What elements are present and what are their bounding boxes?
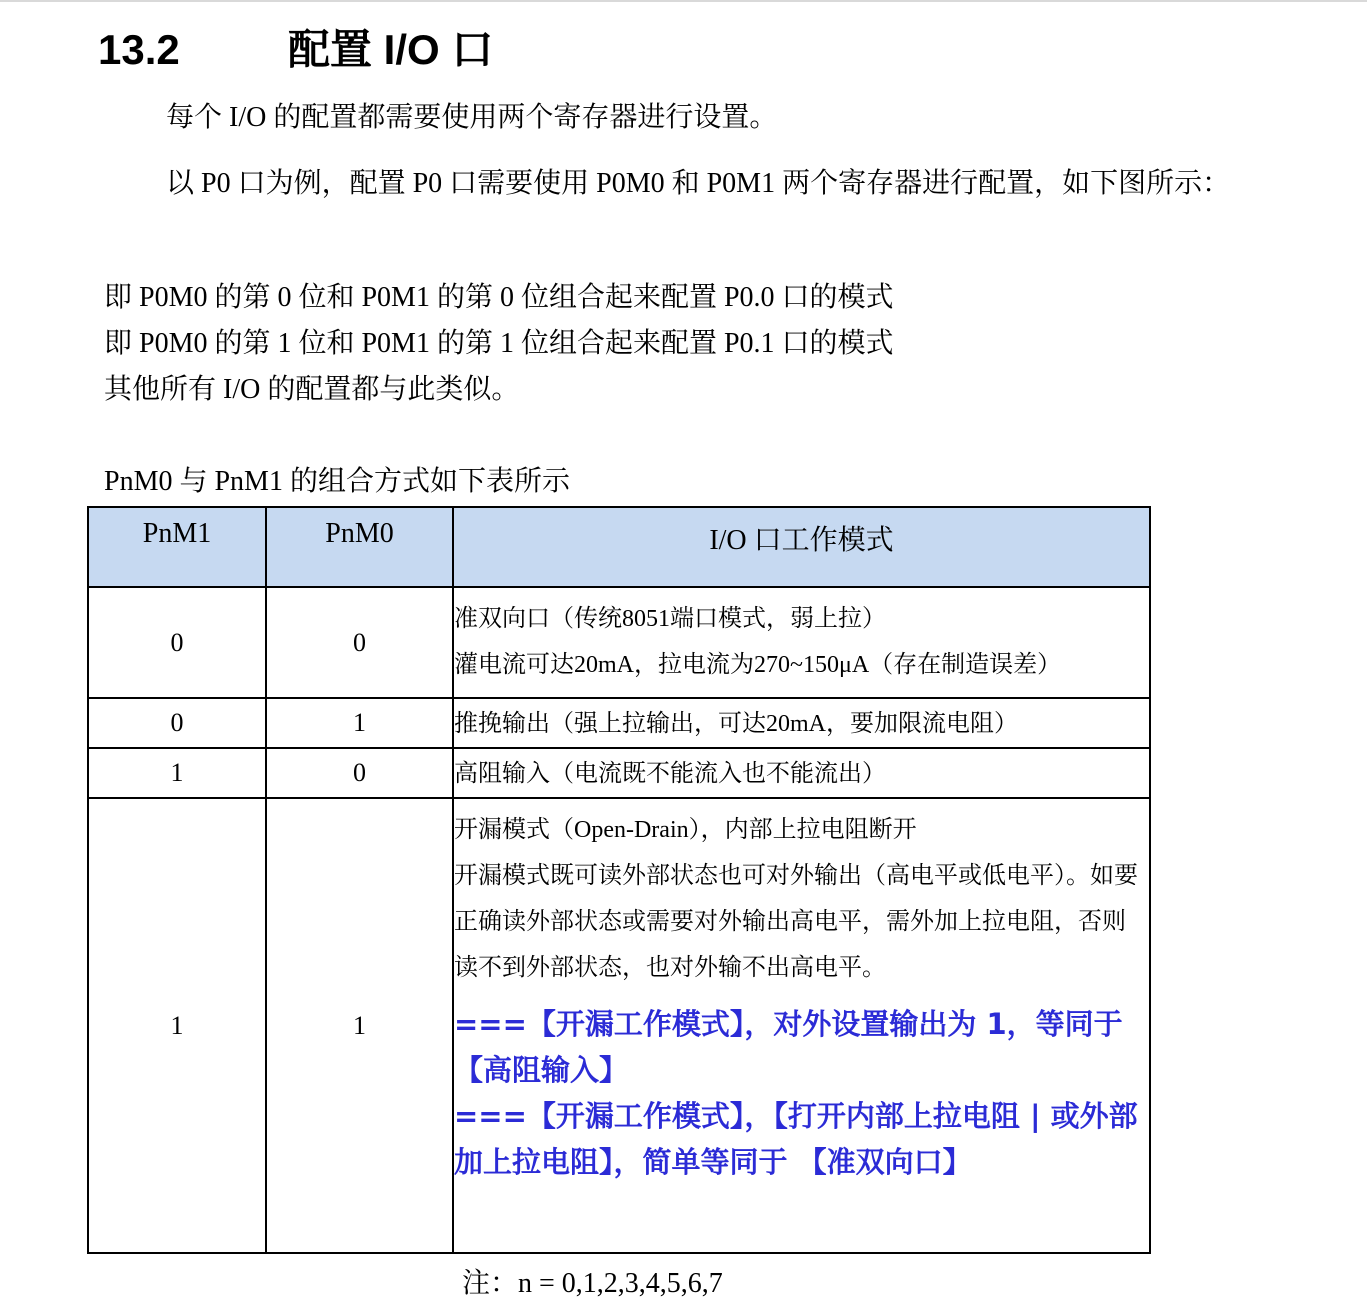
section-number: 13.2 <box>98 26 180 73</box>
cell-pnm1: 0 <box>88 587 266 698</box>
mode-line: 准双向口（传统8051端口模式，弱上拉） <box>454 606 886 632</box>
table-row <box>88 798 1150 1253</box>
mode-line: 开漏模式（Open-Drain），内部上拉电阻断开 <box>454 817 917 843</box>
intro-paragraph-2: 以 P0 口为例，配置 P0 口需要使用 P0M0 和 P0M1 两个寄存器进行配置，如下图所示： <box>166 168 1231 199</box>
open-drain-note-quasi-bidirectional: ===【开漏工作模式】，【打开内部上拉电阻 | 或外部加上拉电阻】，简单等同于 【准双向口】 <box>454 1099 1138 1179</box>
cell-mode <box>453 698 1150 748</box>
table-caption: PnM0 与 PnM1 的组合方式如下表所示 <box>104 466 570 497</box>
table-header-row <box>88 507 1150 587</box>
open-drain-description: 开漏模式既可读外部状态也可对外输出（高电平或低电平）。如要正确读外部状态或需要对外输出高电平，需外加上拉电阻，否则读不到外部状态，也对外输不出高电平。 <box>454 863 1138 981</box>
table-row <box>88 587 1150 698</box>
mode-line: 推挽输出（强上拉输出，可达20mA，要加限流电阻） <box>454 711 1018 737</box>
explain-line-3: 其他所有 I/O 的配置都与此类似。 <box>104 374 520 405</box>
table-row <box>88 748 1150 798</box>
cell-pnm0: 1 <box>266 798 453 1253</box>
mode-table <box>87 506 1151 1254</box>
cell-pnm0: 1 <box>266 698 453 748</box>
explain-line-2: 即 P0M0 的第 1 位和 P0M1 的第 1 位组合起来配置 P0.1 口的模式 <box>104 328 894 359</box>
open-drain-note-high-impedance: ===【开漏工作模式】，对外设置输出为 1，等同于 【高阻输入】 <box>454 1007 1123 1087</box>
page-top-rule <box>0 0 1367 2</box>
mode-line: 高阻输入（电流既不能流入也不能流出） <box>454 761 886 787</box>
header-pnm0: PnM0 <box>266 507 453 587</box>
table-row <box>88 698 1150 748</box>
cell-pnm1: 1 <box>88 798 266 1253</box>
footnote: 注：n = 0,1,2,3,4,5,6,7 <box>462 1268 723 1299</box>
cell-mode <box>453 748 1150 798</box>
cell-pnm1: 1 <box>88 748 266 798</box>
cell-pnm0: 0 <box>266 587 453 698</box>
cell-mode <box>453 587 1150 698</box>
intro-paragraph-1: 每个 I/O 的配置都需要使用两个寄存器进行设置。 <box>166 102 778 133</box>
mode-line: 灌电流可达20mA，拉电流为270~150μA（存在制造误差） <box>454 652 1062 678</box>
cell-mode <box>453 798 1150 1253</box>
section-title: 配置 I/O 口 <box>288 26 494 73</box>
cell-pnm0: 0 <box>266 748 453 798</box>
header-mode: I/O 口工作模式 <box>453 507 1150 587</box>
header-pnm1: PnM1 <box>88 507 266 587</box>
explain-line-1: 即 P0M0 的第 0 位和 P0M1 的第 0 位组合起来配置 P0.0 口的模式 <box>104 282 894 313</box>
cell-pnm1: 0 <box>88 698 266 748</box>
